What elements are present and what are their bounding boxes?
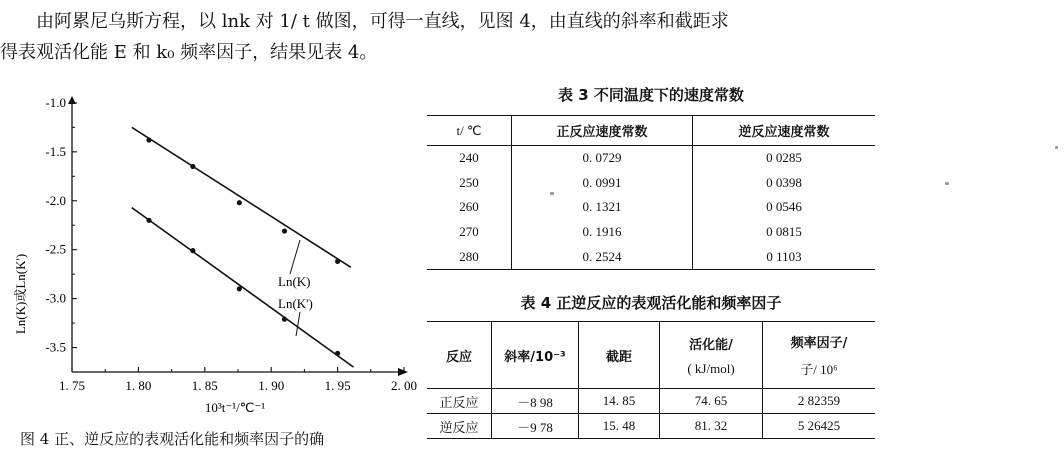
table-cell: 0 1103 — [693, 244, 876, 269]
header-main: 活化能/ — [689, 337, 733, 353]
series-line-1 — [132, 208, 354, 368]
header-sub: ( kJ/mol) — [687, 360, 735, 376]
series-label-k: Ln(K) — [278, 274, 311, 289]
plot-axes — [68, 96, 408, 376]
scan-speck — [945, 182, 949, 185]
header-main: 截距 — [605, 349, 632, 365]
table-cell: 74. 65 — [660, 389, 763, 414]
y-tick-label: -2.5 — [45, 241, 66, 257]
table-cell: 240 — [427, 146, 512, 171]
table-cell: 正反应 — [427, 389, 492, 414]
table-cell: 0. 1916 — [512, 220, 693, 245]
table-cell: 14. 85 — [579, 389, 660, 414]
data-point — [282, 317, 287, 322]
table-cell: 0. 1321 — [512, 195, 693, 220]
x-tick-label: 1. 95 — [324, 378, 351, 393]
table4-header-activation-energy — [660, 322, 763, 389]
data-point — [237, 286, 242, 291]
body-paragraph — [0, 6, 1060, 68]
table-cell: 260 — [427, 195, 512, 220]
table-row — [427, 414, 875, 439]
table-cell: 0 0398 — [766, 174, 802, 190]
x-tick-label: 1. 85 — [191, 378, 218, 393]
table3-header-forward: 正反应速度常数 — [512, 116, 693, 146]
x-tick-label: 1. 80 — [125, 378, 152, 393]
arrhenius-plot — [0, 90, 425, 425]
y-tick-label: -3.0 — [45, 290, 66, 306]
scan-speck — [550, 192, 554, 195]
table-cell: 15. 48 — [579, 414, 660, 439]
table-row — [427, 146, 875, 171]
paragraph-line-2: 得表观活化能 E 和 k₀ 频率因子，结果见表 4。 — [0, 42, 378, 63]
x-tick-label: 1. 75 — [59, 378, 85, 393]
table-cell: 0 0546 — [766, 199, 802, 215]
table4-title: 表 4 正逆反应的表观活化能和频率因子 — [520, 294, 782, 312]
header-main: 斜率/10⁻³ — [504, 349, 566, 365]
table-cell: －9 78 — [492, 414, 579, 439]
table-cell: 0. 0991 — [512, 171, 693, 196]
series-points — [146, 137, 340, 356]
table4-header-frequency-factor — [763, 322, 876, 389]
y-tick-label: -2.0 — [45, 192, 66, 208]
y-tick-label: -3.5 — [45, 339, 66, 355]
table-row — [427, 244, 875, 269]
table-cell: 280 — [427, 244, 512, 269]
data-point — [146, 218, 151, 223]
data-point — [190, 248, 195, 253]
paragraph-line-1: 由阿累尼乌斯方程，以 lnk 对 1/ t 做图，可得一直线，见图 4，由直线的斜率和截距求 — [36, 11, 729, 32]
data-point — [335, 259, 340, 264]
table-cell: 0 0285 — [766, 150, 802, 166]
y-axis-label: Ln(K)或Ln(K') — [13, 253, 28, 335]
table-cell: 270 — [427, 220, 512, 245]
data-point — [237, 200, 242, 205]
header-main: 反应 — [445, 349, 472, 365]
table4-header-row — [427, 322, 875, 389]
table3-title: 表 3 不同温度下的速度常数 — [558, 86, 744, 104]
data-point — [282, 228, 287, 233]
table-cell: 0. 0729 — [512, 146, 693, 171]
table4-header-slope — [492, 322, 579, 389]
table-cell: 0. 2524 — [512, 244, 693, 269]
header-sub: 子/ 10⁶ — [800, 362, 838, 377]
x-axis-label: 10³t⁻¹/℃⁻¹ — [204, 400, 266, 415]
table-cell: 0 0815 — [766, 224, 802, 240]
table-row — [427, 389, 875, 414]
scan-speck — [1055, 146, 1058, 149]
table-cell: －8 98 — [492, 389, 579, 414]
table-row — [427, 171, 875, 196]
table4-header-intercept — [579, 322, 660, 389]
y-tick-label: -1.5 — [45, 143, 66, 159]
data-point — [146, 137, 151, 142]
leader-line — [296, 312, 300, 336]
table-cell: 逆反应 — [427, 414, 492, 439]
x-axis-arrow — [398, 368, 408, 376]
series-labels — [278, 240, 313, 336]
table-row — [427, 195, 875, 220]
x-tick-label: 2. 00 — [391, 378, 417, 393]
y-tick-label: -1.0 — [45, 94, 66, 110]
series-lines — [132, 127, 354, 367]
table-cell: 81. 32 — [660, 414, 763, 439]
table3-header-temp: t/ ℃ — [427, 116, 512, 146]
series-label-k-prime: Ln(K') — [278, 296, 313, 311]
leader-line — [290, 240, 300, 274]
table3-header-reverse: 逆反应速度常数 — [693, 116, 876, 146]
figure-caption: 图 4 正、逆反应的表观活化能和频率因子的确 — [20, 430, 325, 448]
x-tick-label: 1. 90 — [258, 378, 285, 393]
x-tick-group — [59, 367, 417, 393]
data-point — [190, 164, 195, 169]
data-point — [335, 351, 340, 356]
table3 — [427, 115, 875, 270]
table4 — [427, 321, 875, 439]
table-cell: 250 — [427, 171, 512, 196]
header-main: 频率因子/ — [790, 336, 848, 351]
table-cell: 5 26425 — [763, 414, 876, 439]
table-row — [427, 220, 875, 245]
table-cell: 2 82359 — [797, 393, 841, 408]
series-line-0 — [132, 127, 351, 267]
table4-header-reaction — [427, 322, 492, 389]
table3-header-row — [427, 116, 875, 146]
